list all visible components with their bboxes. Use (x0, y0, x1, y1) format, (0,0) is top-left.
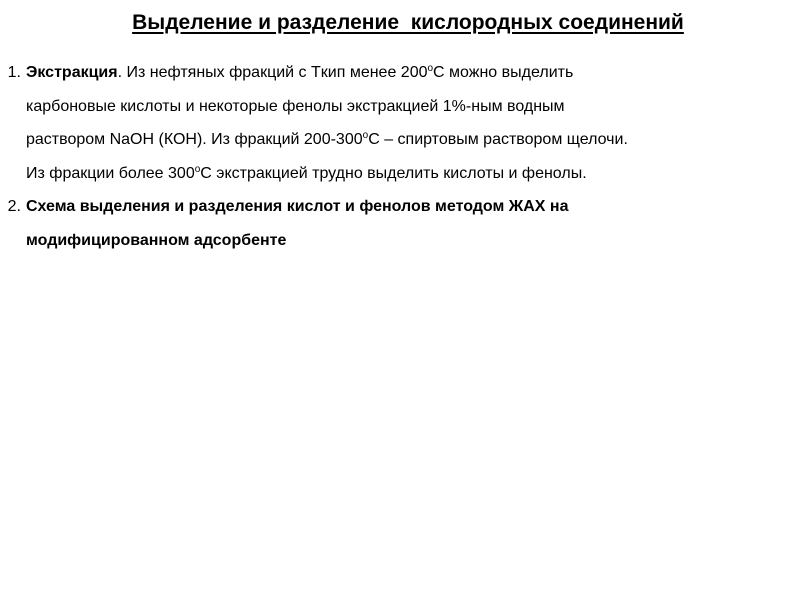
degree-sign: o (194, 163, 201, 175)
text-line: карбоновые кислоты и некоторые фенолы экстракцией 1%-ным водным (26, 97, 565, 115)
text-fragment: Из фракции более 300 (26, 164, 195, 182)
degree-sign: o (427, 63, 434, 74)
text-line: Схема выделения и разделения кислот и фенолов методом ЖАХ на (26, 198, 569, 215)
term-extraction: Экстракция (26, 64, 118, 81)
list-item-scheme (0, 190, 790, 257)
text-fragment: С экстракцией трудно выделить кислоты и фенолы. (200, 164, 587, 182)
list-number: 2. (7, 198, 21, 215)
slide-title: Выделение и разделение кислородных соединений (132, 11, 684, 34)
degree-sign: o (362, 130, 369, 141)
list-item-text (26, 190, 790, 257)
text-line (26, 123, 790, 157)
text-line (26, 56, 790, 90)
text-line (26, 157, 790, 191)
slide-content (0, 56, 790, 257)
text-fragment: раствором NaOH (КОН). Из фракций 200-300 (26, 131, 363, 148)
list-item-extraction (0, 56, 790, 190)
text-line: модифицированном адсорбенте (26, 231, 287, 249)
list-item-text (26, 56, 790, 190)
text-fragment: С можно выделить (433, 64, 574, 81)
list-number: 1. (7, 64, 21, 81)
text-fragment: С – спиртовым раствором щелочи. (368, 131, 628, 148)
text-fragment: . Из нефтяных фракций с Tкип менее 200 (117, 64, 428, 81)
